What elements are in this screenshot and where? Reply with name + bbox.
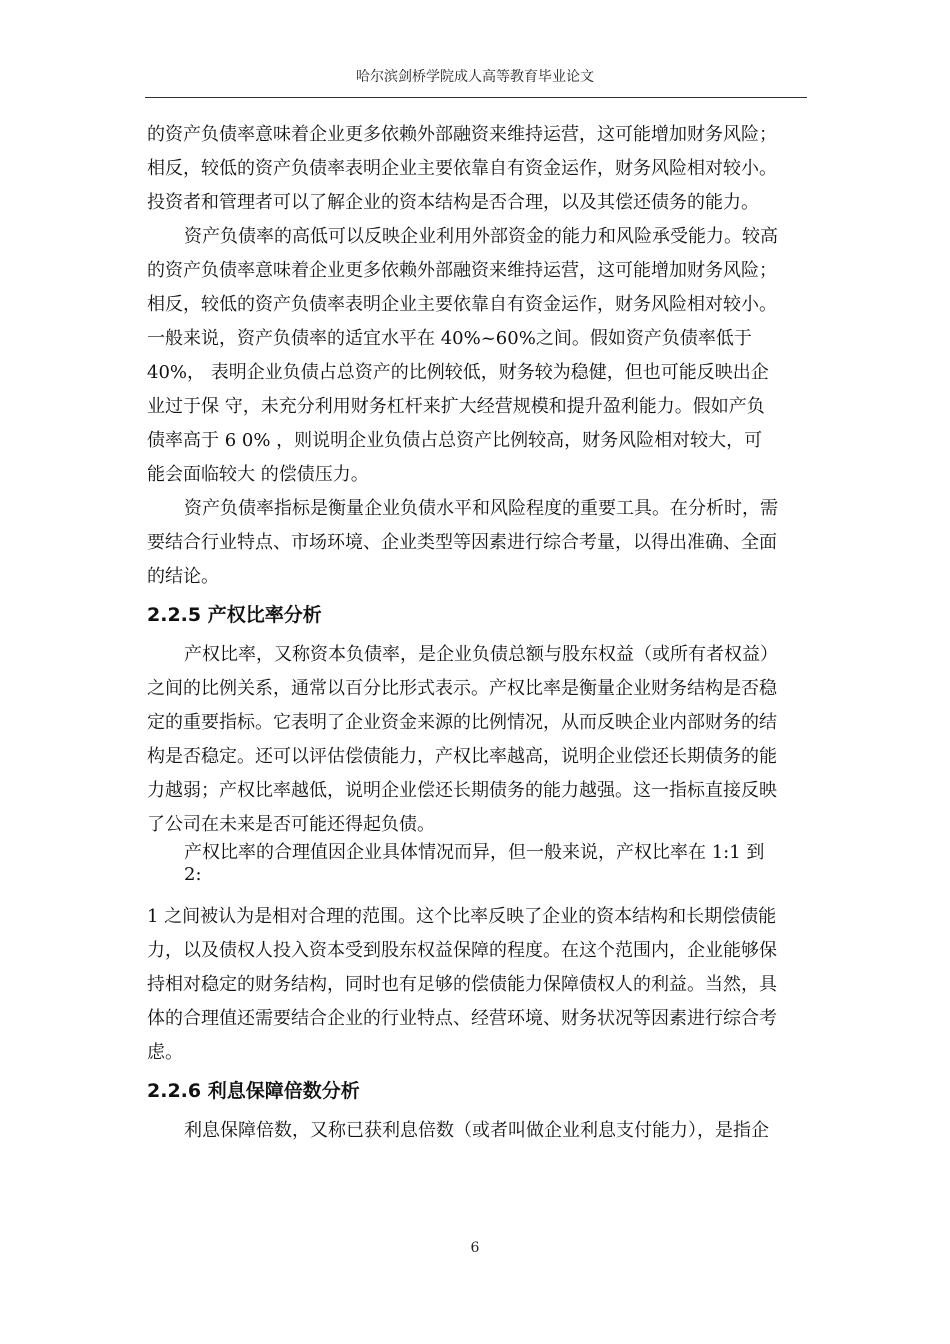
text-line: 资产负债率指标是衡量企业负债水平和风险程度的重要工具。在分析时，需 xyxy=(184,498,778,519)
spacer xyxy=(147,886,809,900)
text-line: 利息保障倍数，又称已获利息倍数（或者叫做企业利息支付能力），是指企 xyxy=(184,1120,769,1141)
text-line: 资产负债率的高低可以反映企业利用外部资金的能力和风险承受能力。较高 xyxy=(184,226,778,247)
section-heading: 2.2.6 利息保障倍数分析 xyxy=(147,1080,360,1102)
text-line: 债率高于 6 0% ，则说明企业负债占总资产比例较高，财务风险相对较大，可 xyxy=(147,430,763,451)
text-line: 投资者和管理者可以了解企业的资本结构是否合理，以及其偿还债务的能力。 xyxy=(147,192,759,213)
text-line: 体的合理值还需要结合企业的行业特点、经营环境、财务状况等因素进行综合考 xyxy=(147,1008,777,1029)
text-line: 相反，较低的资产负债率表明企业主要依靠自有资金运作，财务风险相对较小。 xyxy=(147,158,777,179)
header-divider xyxy=(145,97,807,98)
text-line: 1 之间被认为是相对合理的范围。这个比率反映了企业的资本结构和长期偿债能 xyxy=(147,906,777,927)
text-line: 的结论。 xyxy=(147,566,219,587)
text-line: 虑。 xyxy=(147,1042,183,1063)
text-line: 业过于保 守，未充分利用财务杠杆来扩大经营规模和提升盈利能力。假如产负 xyxy=(147,396,765,417)
text-line: 定的重要指标。它表明了企业资金来源的比例情况，从而反映企业内部财务的结 xyxy=(147,712,777,733)
text-line: 的资产负债率意味着企业更多依赖外部融资来维持运营，这可能增加财务风险； xyxy=(147,260,777,281)
text-line: 一般来说，资产负债率的适宜水平在 40%~60%之间。假如资产负债率低于 xyxy=(147,328,752,349)
text-line: 相反，较低的资产负债率表明企业主要依靠自有资金运作，财务风险相对较小。 xyxy=(147,294,777,315)
text-line: 2: xyxy=(184,864,202,885)
text-line: 之间的比例关系，通常以百分比形式表示。产权比率是衡量企业财务结构是否稳 xyxy=(147,678,777,699)
text-line: 构是否稳定。还可以评估偿债能力，产权比率越高，说明企业偿还长期债务的能 xyxy=(147,746,777,767)
section-heading: 2.2.5 产权比率分析 xyxy=(147,604,322,626)
text-line: 能会面临较大 的偿债压力。 xyxy=(147,464,369,485)
page-header: 哈尔滨剑桥学院成人高等教育毕业论文 xyxy=(356,69,594,85)
text-line: 了公司在未来是否可能还得起负债。 xyxy=(147,814,435,835)
text-line: 要结合行业特点、市场环境、企业类型等因素进行综合考量，以得出准确、全面 xyxy=(147,532,777,553)
text-line: 40%， 表明企业负债占总资产的比例较低，财务较为稳健，但也可能反映出企 xyxy=(147,362,769,383)
text-line: 持相对稳定的财务结构，同时也有足够的偿债能力保障债权人的利益。当然，具 xyxy=(147,974,777,995)
text-line: 的资产负债率意味着企业更多依赖外部融资来维持运营，这可能增加财务风险； xyxy=(147,124,777,145)
text-line: 力，以及债权人投入资本受到股东权益保障的程度。在这个范围内，企业能够保 xyxy=(147,940,777,961)
text-line: 产权比率，又称资本负债率，是企业负债总额与股东权益（或所有者权益） xyxy=(184,644,778,665)
text-line: 力越弱；产权比率越低，说明企业偿还长期债务的能力越强。这一指标直接反映 xyxy=(147,780,777,801)
page-number: 6 xyxy=(470,1240,480,1256)
document-body xyxy=(147,118,809,1148)
text-line: 产权比率的合理值因企业具体情况而异，但一般来说，产权比率在 1:1 到 xyxy=(184,842,765,863)
